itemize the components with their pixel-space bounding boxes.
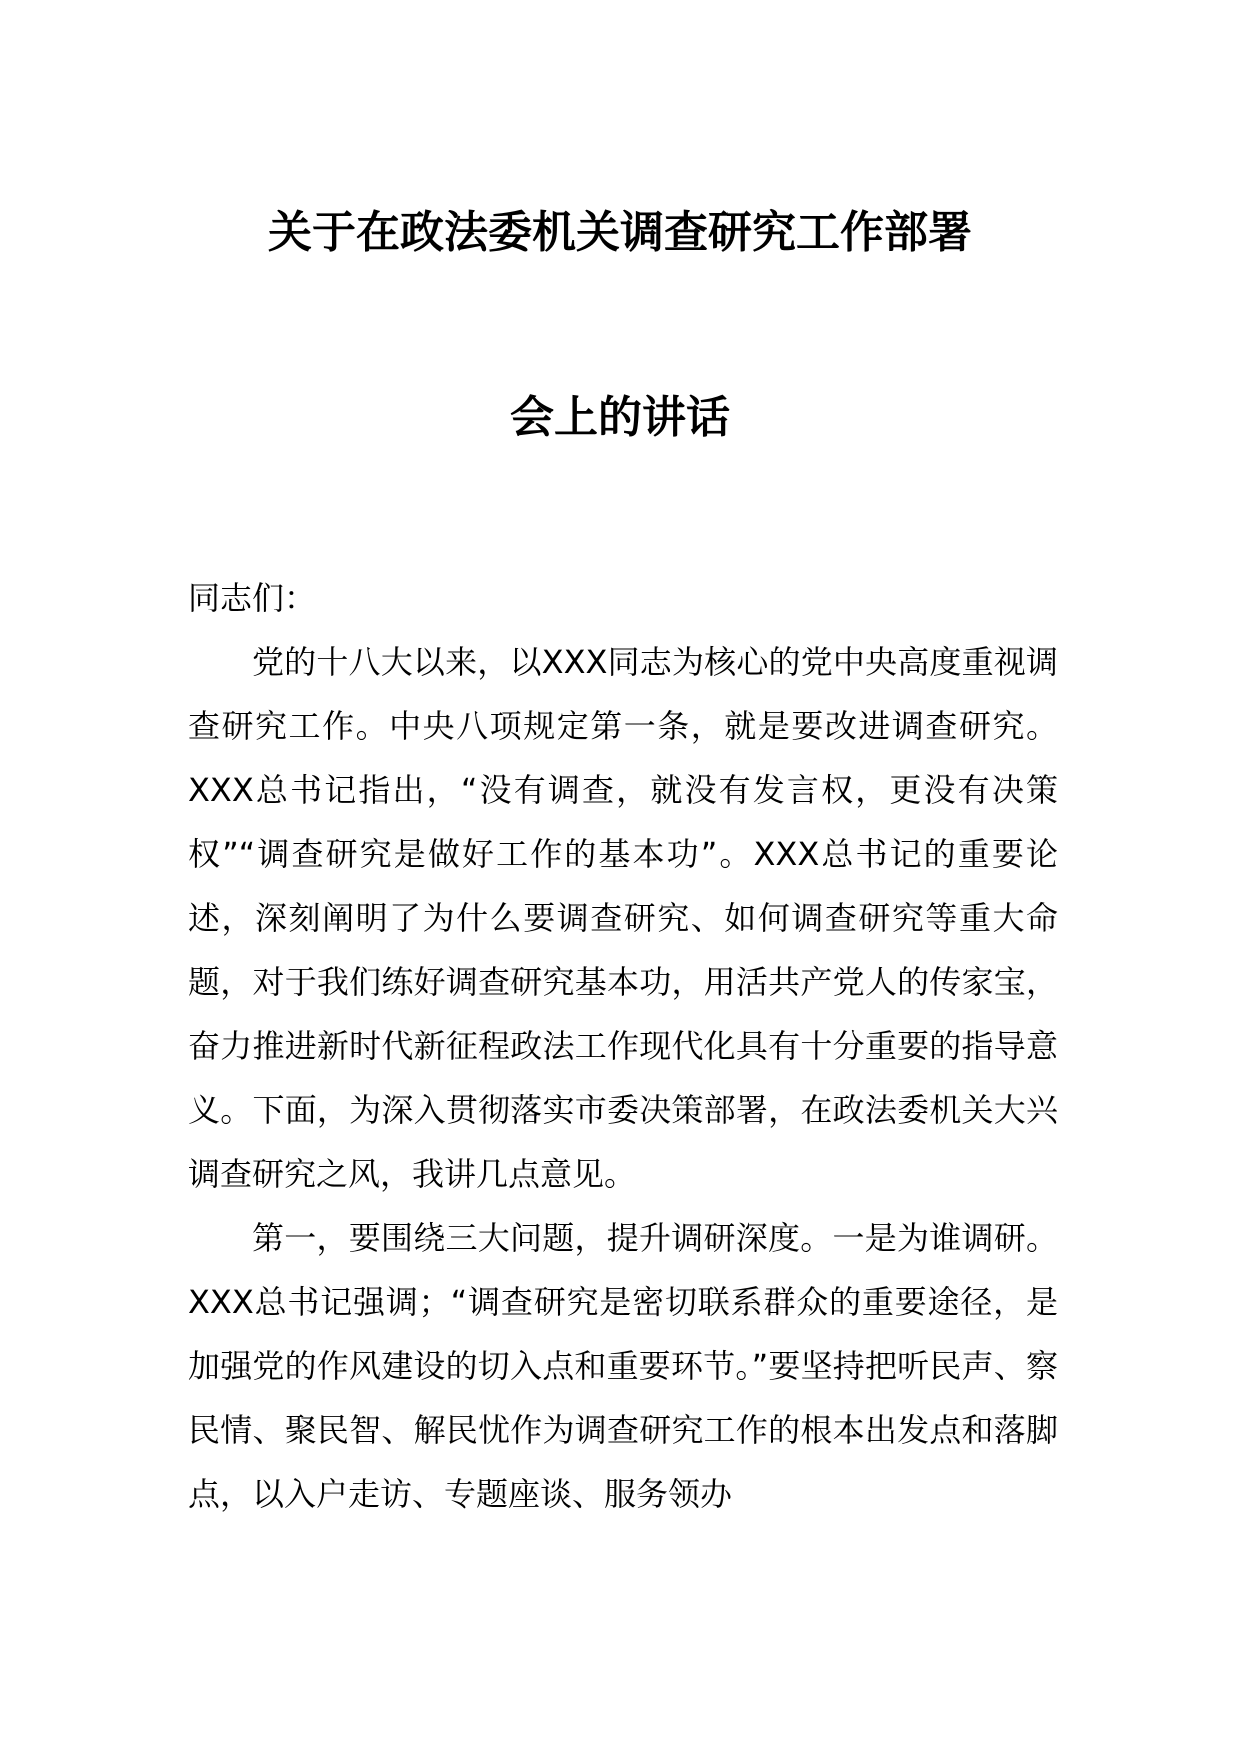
salutation: 同志们： bbox=[188, 579, 317, 617]
document-title-line-1: 关于在政法委机关调查研究工作部署 bbox=[268, 207, 972, 258]
document-body bbox=[188, 630, 1058, 1526]
paragraph-2: 第一，要围绕三大问题，提升调研深度。一是为谁调研。XXX总书记强调；“调查研究是密切联系群众的重要途径，是加强党的作风建设的切入点和重要环节。”要坚持把听民声、察民情、聚民智、解民忧作为调查研究工作的根本出发点和落脚点，以入户走访、专题座谈、服务领办 bbox=[188, 1219, 1058, 1513]
paragraph-1: 党的十八大以来，以XXX同志为核心的党中央高度重视调查研究工作。中央八项规定第一条，就是要改进调查研究。XXX总书记指出，“没有调查，就没有发言权，更没有决策权”“调查研究是做好工作的基本功”。XXX总书记的重要论述，深刻阐明了为什么要调查研究、如何调查研究等重大命题，对于我们练好调查研究基本功，用活共产党人的传家宝，奋力推进新时代新征程政法工作现代化具有十分重要的指导意义。下面，为深入贯彻落实市委决策部署，在政法委机关大兴调查研究之风，我讲几点意见。 bbox=[188, 643, 1058, 1193]
document-title-line-2: 会上的讲话 bbox=[510, 392, 730, 443]
